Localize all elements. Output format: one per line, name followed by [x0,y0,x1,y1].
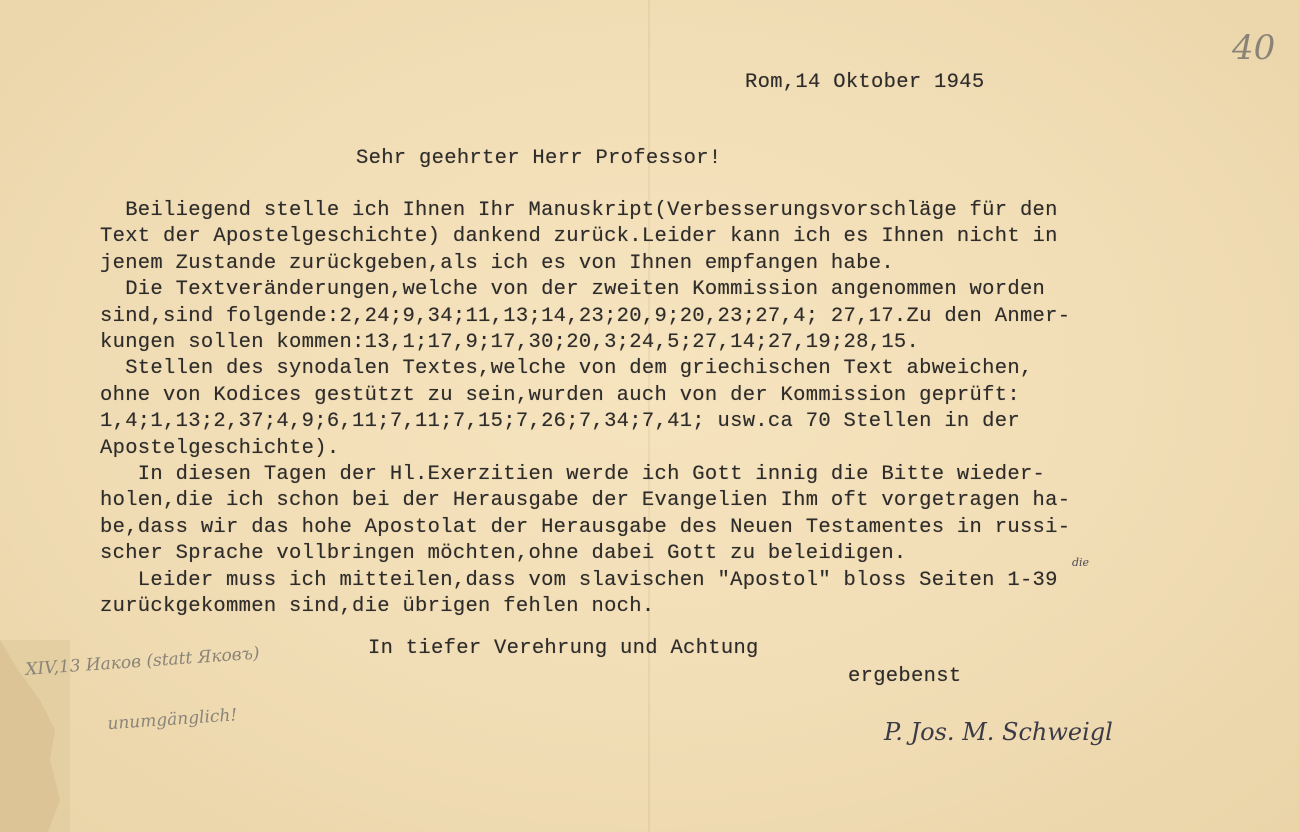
letter-line: Stellen des synodalen Textes,welche von dem griechischen Text abweichen, [100,357,1033,381]
letter-line: 1,4;1,13;2,37;4,9;6,11;7,11;7,15;7,26;7,34;7,41; usw.ca 70 Stellen in der [100,410,1020,434]
date-line: Rom,14 Oktober 1945 [745,71,985,94]
letter-line: Leider muss ich mitteilen,dass vom slavischen "Apostol" bloss Seiten 1-39 [100,568,1058,592]
margin-note-line2: unumgänglich! [106,705,238,735]
closing-line: In tiefer Verehrung und Achtung [368,637,759,660]
signature: P. Jos. M. Schweigl [884,718,1113,746]
letter-line: In diesen Tagen der Hl.Exerzitien werde ich Gott innig die Bitte wieder- [100,463,1046,486]
archive-number: 40 [1232,28,1276,68]
letter-line: Beiliegend stelle ich Ihnen Ihr Manuskript(Verbesserungsvorschläge für den [100,199,1058,222]
letter-line: zurückgekommen sind,die übrigen fehlen noch. [100,595,655,618]
letter-line: Text der Apostelgeschichte) dankend zurück.Leider kann ich es Ihnen nicht in [100,225,1058,249]
letter-line: jenem Zustande zurückgeben,als ich es von Ihnen empfangen habe. [100,251,894,275]
letter-line: Apostelgeschichte). [100,436,340,460]
handwritten-insertion: die [1072,555,1090,569]
letter-line: ohne von Kodices gestützt zu sein,wurden auch von der Kommission geprüft: [100,383,1020,407]
letter-line: be,dass wir das hohe Apostolat der Herausgabe des Neuen Testamentes in russi- [100,515,1071,539]
valediction: ergebenst [848,665,962,688]
letter-line: scher Sprache vollbringen möchten,ohne dabei Gott zu beleidigen. [100,542,907,566]
margin-note-line1: XIV,13 Иаков (statt Яковъ) [24,643,261,680]
letter-line: Die Textveränderungen,welche von der zweiten Kommission angenommen worden [100,278,1046,302]
letter-line: sind,sind folgende:2,24;9,34;11,13;14,23;20,9;20,23;27,4; 27,17.Zu den Anmer- [100,304,1071,328]
salutation: Sehr geehrter Herr Professor! [356,147,722,170]
margin-note [22,604,267,780]
letter-line: holen,die ich schon bei der Herausgabe der Evangelien Ihm oft vorgetragen ha- [100,489,1071,513]
letter-line: kungen sollen kommen:13,1;17,9;17,30;20,3;24,5;27,14;27,19;28,15. [100,331,920,354]
